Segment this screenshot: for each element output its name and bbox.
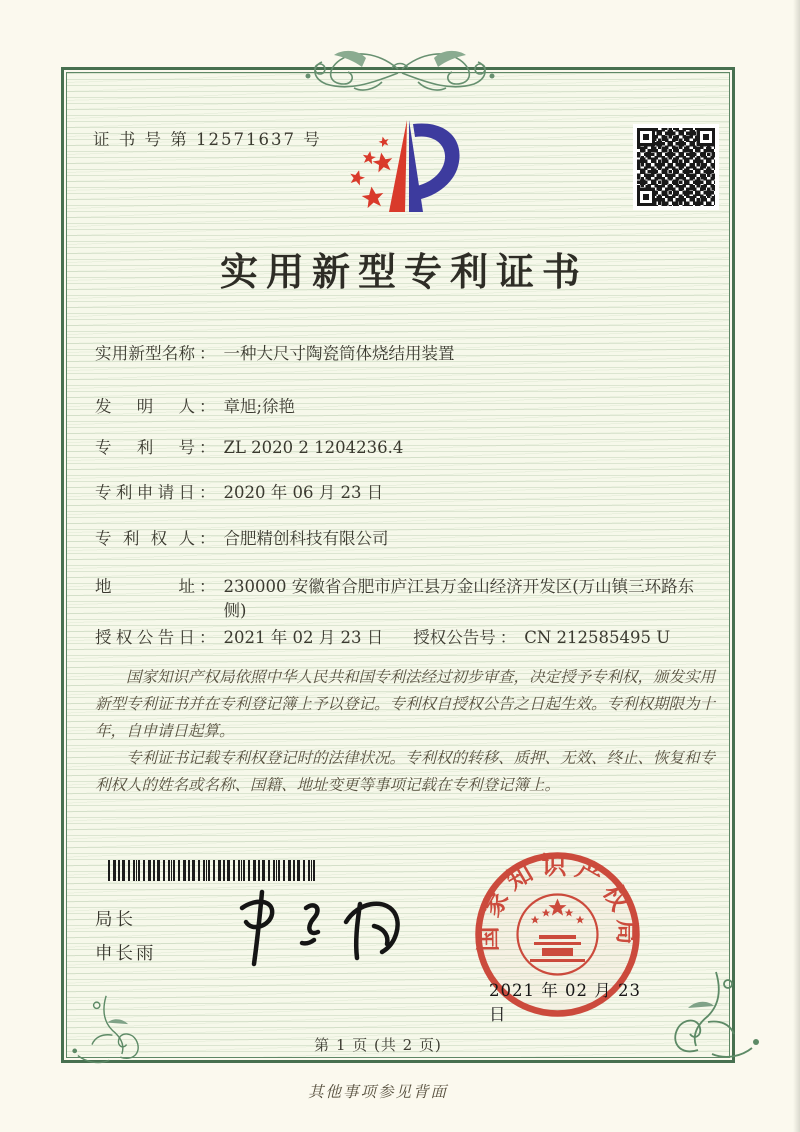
certificate-number: 证 书 号 第 12571637 号 — [93, 130, 322, 149]
page-number: 第 1 页 (共 2 页) — [314, 1036, 442, 1054]
field-label: 实用新型名称 — [95, 344, 195, 363]
grant-date-pair — [95, 626, 383, 650]
certificate-title: 实用新型专利证书 — [219, 249, 588, 294]
bottom-right-flourish-ornament — [668, 962, 786, 1074]
field-label: 授权公告号 — [413, 628, 496, 647]
field-grant-row — [95, 626, 715, 650]
field-inventor — [95, 395, 715, 419]
signer-name: 申长雨 — [95, 944, 157, 964]
field-value: 230000 安徽省合肥市庐江县万金山经济开发区(万山镇三环路东侧) — [223, 577, 695, 620]
field-value: 2020 年 06 月 23 日 — [223, 483, 384, 502]
field-address — [95, 575, 715, 623]
legal-paragraph-2: 专利证书记载专利权登记时的法律状况。专利权的转移、质押、无效、终止、恢复和专利权人的姓名或名称、国籍、地址变更等事项记载在专利登记簿上。 — [95, 749, 716, 794]
qr-finder-bottom-left — [637, 188, 655, 206]
colon: ： — [199, 628, 216, 647]
director-signature-icon — [218, 878, 413, 983]
field-value: 章旭;徐艳 — [223, 397, 296, 416]
field-value: 2021 年 02 月 23 日 — [223, 628, 384, 647]
field-filing-date — [95, 481, 715, 505]
top-flourish-ornament — [270, 42, 530, 96]
colon: ： — [199, 344, 216, 363]
field-value: 合肥精创科技有限公司 — [223, 529, 389, 548]
certificate-fields — [95, 342, 715, 650]
field-patent-number — [95, 436, 715, 460]
qr-finder-top-right — [697, 128, 715, 146]
qr-finder-top-left — [637, 128, 655, 146]
colon: ： — [199, 397, 216, 416]
field-patentee — [95, 527, 715, 551]
bottom-left-flourish-ornament — [40, 988, 155, 1076]
seal-date: 2021 年 02 月 23 日 — [489, 981, 641, 1024]
colon: ： — [199, 483, 216, 502]
field-label: 专利权人 — [95, 529, 195, 548]
colon: ： — [199, 577, 216, 596]
seal-text: 国家知识产权局 — [473, 851, 642, 952]
legal-paragraphs — [95, 664, 715, 799]
legal-paragraph-1: 国家知识产权局依照中华人民共和国专利法经过初步审查，决定授予专利权，颁发实用新型专利证书并在专利登记簿上予以登记。专利权自授权公告之日起生效。专利权期限为十年，自申请日起算。 — [95, 668, 716, 740]
field-label: 专利号 — [95, 438, 195, 457]
field-value: 一种大尺寸陶瓷筒体烧结用装置 — [223, 344, 455, 363]
colon: ： — [199, 438, 216, 457]
back-side-note: 其他事项参见背面 — [307, 1083, 448, 1101]
signer-title: 局长 — [95, 910, 136, 930]
field-label: 地址 — [95, 577, 195, 596]
field-utility-model-name — [95, 342, 715, 366]
colon: ： — [199, 529, 216, 548]
field-label: 专利申请日 — [95, 483, 195, 502]
colon: ： — [499, 628, 517, 647]
field-label: 发明人 — [95, 397, 195, 416]
field-value: ZL 2020 2 1204236.4 — [223, 438, 404, 457]
field-label: 授权公告日 — [95, 628, 195, 647]
cnipa-patent-logo-icon — [337, 116, 469, 220]
qr-code-icon — [633, 124, 719, 210]
grant-number-pair — [413, 626, 670, 650]
field-value: CN 212585495 U — [524, 628, 671, 647]
